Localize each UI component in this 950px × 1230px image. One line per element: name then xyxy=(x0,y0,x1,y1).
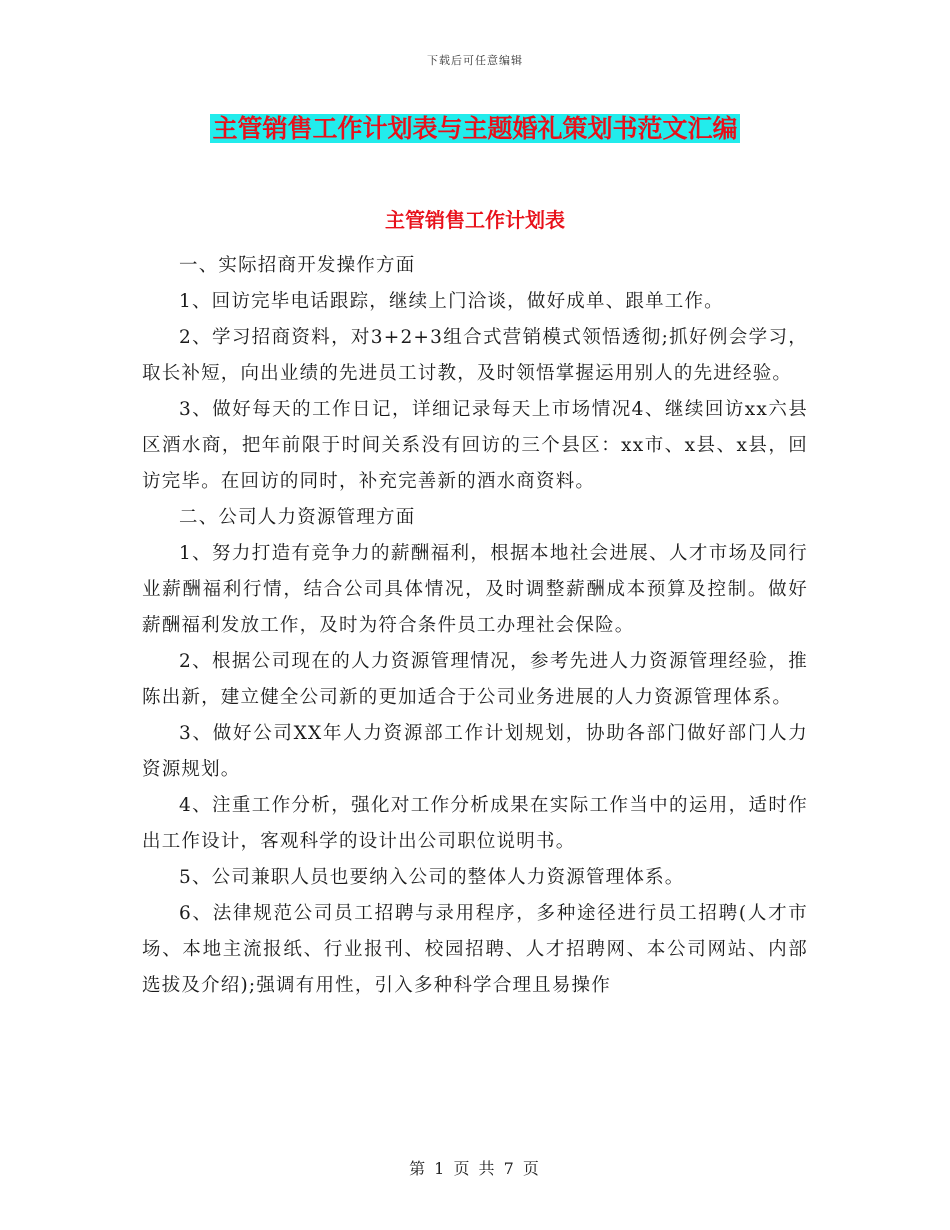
page-number: 第 1 页 共 7 页 xyxy=(409,1159,541,1178)
paragraph: 3、做好每天的工作日记，详细记录每天上市场情况4、继续回访xx六县区酒水商，把年前限于时间关系没有回访的三个县区：xx市、x县、x县，回访完毕。在回访的同时，补充完善新的酒水商资料。 xyxy=(142,399,808,492)
paragraph: 3、做好公司XX年人力资源部工作计划规划，协助各部门做好部门人力资源规划。 xyxy=(142,723,808,780)
paragraph: 二、公司人力资源管理方面 xyxy=(179,507,416,528)
paragraph: 2、根据公司现在的人力资源管理情况，参考先进人力资源管理经验，推陈出新，建立健全公司新的更加适合于公司业务进展的人力资源管理体系。 xyxy=(142,651,808,708)
paragraph: 4、注重工作分析，强化对工作分析成果在实际工作当中的运用，适时作出工作设计，客观科学的设计出公司职位说明书。 xyxy=(142,795,808,852)
document-title xyxy=(0,112,950,146)
paragraph: 2、学习招商资料，对3+2+3组合式营销模式领悟透彻;抓好例会学习，取长补短，向出业绩的先进员工讨教，及时领悟掌握运用别人的先进经验。 xyxy=(142,327,808,384)
body-text xyxy=(142,248,808,1004)
header-note: 下载后可任意编辑 xyxy=(427,54,523,67)
document-title-text: 主管销售工作计划表与主题婚礼策划书范文汇编 xyxy=(212,114,738,143)
paragraph: 一、实际招商开发操作方面 xyxy=(179,255,416,276)
paragraph: 5、公司兼职人员也要纳入公司的整体人力资源管理体系。 xyxy=(179,867,685,888)
paragraph: 1、回访完毕电话跟踪，继续上门洽谈，做好成单、跟单工作。 xyxy=(179,291,724,312)
paragraph: 6、法律规范公司员工招聘与录用程序，多种途径进行员工招聘(人才市场、本地主流报纸、行业报刊、校园招聘、人才招聘网、本公司网站、内部选拔及介绍);强调有用性，引入多种科学合理且易操作 xyxy=(142,903,808,996)
paragraph: 1、努力打造有竞争力的薪酬福利，根据本地社会进展、人才市场及同行业薪酬福利行情，结合公司具体情况，及时调整薪酬成本预算及控制。做好薪酬福利发放工作，及时为符合条件员工办理社会保险。 xyxy=(142,543,808,636)
section-title: 主管销售工作计划表 xyxy=(385,208,565,232)
